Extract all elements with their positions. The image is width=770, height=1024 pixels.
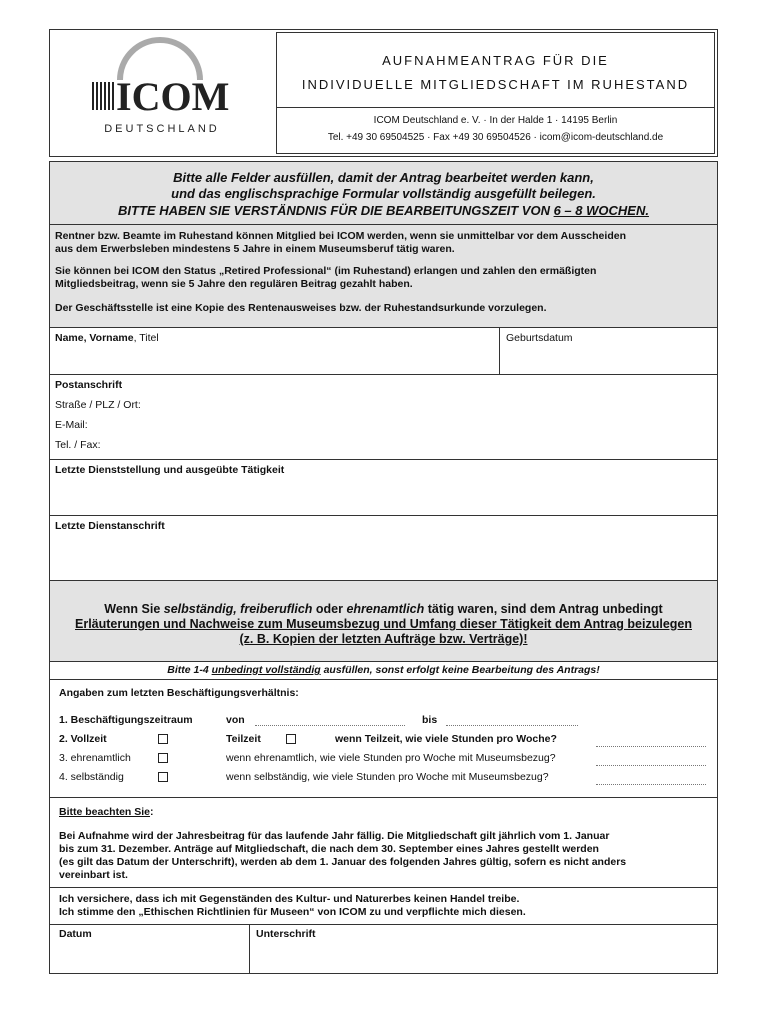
note-line4: vereinbart ist. bbox=[59, 869, 128, 881]
signature-row bbox=[50, 924, 717, 974]
last-position-field[interactable] bbox=[50, 459, 717, 515]
selfemployed-hours-question: wenn selbständig, wie viele Stunden pro Woche mit Museumsbezug? bbox=[226, 771, 549, 783]
contact-line: Tel. +49 30 69504525 · Fax +49 30 69504526 · icom@icom-deutschland.de bbox=[327, 132, 664, 143]
intro-section bbox=[50, 162, 717, 327]
status-text-line2: Mitgliedsbeitrag, wenn sie 5 Jahre den regulären Beitrag gezahlt haben. bbox=[55, 278, 413, 290]
notice-text: Wenn Sie bbox=[104, 602, 164, 616]
selfemployed-hours-field[interactable] bbox=[596, 784, 706, 785]
icom-logo bbox=[50, 30, 276, 156]
notice-emphasis: ehrenamtlich bbox=[346, 602, 425, 616]
selfemployed-checkbox[interactable] bbox=[158, 772, 168, 782]
volunteer-hours-question: wenn ehrenamtlich, wie viele Stunden pro Woche mit Museumsbezug? bbox=[226, 752, 556, 764]
last-address-field[interactable] bbox=[50, 515, 717, 580]
note-heading-text: Bitte beachten Sie bbox=[59, 806, 151, 818]
email-field[interactable] bbox=[55, 419, 695, 433]
date-field[interactable] bbox=[50, 925, 250, 974]
title-box bbox=[276, 32, 715, 154]
note-line2: bis zum 31. Dezember. Anträge auf Mitgliedschaft, die nach dem 30. September eines Jahres gestellt werden bbox=[59, 843, 599, 855]
fulltime-checkbox[interactable] bbox=[158, 734, 168, 744]
name-row bbox=[50, 327, 717, 374]
application-form bbox=[49, 161, 718, 974]
processing-time-notice bbox=[50, 203, 717, 218]
birthdate-label: Geburtsdatum bbox=[506, 332, 573, 344]
note-heading-colon: : bbox=[150, 806, 154, 818]
declaration-line1: Ich versichere, dass ich mit Gegenständen des Kultur- und Naturerbes keinen Handel treibe. bbox=[59, 893, 520, 905]
instruction-text: ausfüllen, sonst erfolgt keine Bearbeitung des Antrags! bbox=[320, 664, 600, 676]
divider bbox=[50, 679, 717, 680]
postal-address-section bbox=[50, 374, 717, 459]
last-position-label: Letzte Dienststellung und ausgeübte Tätigkeit bbox=[55, 464, 285, 476]
volunteer-hours-field[interactable] bbox=[596, 765, 706, 766]
notice-emphasis: selbständig, freiberuflich bbox=[163, 602, 313, 616]
signature-label: Unterschrift bbox=[256, 928, 316, 940]
to-label: bis bbox=[422, 714, 438, 726]
instruction-text: Bitte 1-4 bbox=[167, 664, 212, 676]
tel-fax-label: Tel. / Fax: bbox=[55, 439, 101, 451]
parttime-hours-question: wenn Teilzeit, wie viele Stunden pro Woche? bbox=[335, 733, 557, 745]
date-label: Datum bbox=[59, 928, 92, 940]
form-header bbox=[49, 29, 718, 157]
membership-note bbox=[50, 797, 717, 887]
self-employed-notice bbox=[50, 580, 717, 661]
street-label: Straße / PLZ / Ort: bbox=[55, 399, 141, 411]
icom-logo-graphic bbox=[50, 30, 276, 156]
tel-fax-field[interactable] bbox=[55, 439, 695, 453]
employment-period-label: 1. Beschäftigungszeitraum bbox=[59, 714, 193, 726]
note-line1: Bei Aufnahme wird der Jahresbeitrag für das laufende Jahr fällig. Die Mitgliedschaft gilt jährlich vom 1. Januar bbox=[59, 830, 610, 842]
form-title-line2: INDIVIDUELLE MITGLIEDSCHAFT IM RUHESTAND bbox=[301, 77, 690, 92]
parttime-label: Teilzeit bbox=[226, 733, 261, 745]
processing-time-weeks: 6 – 8 WOCHEN. bbox=[553, 203, 649, 218]
instruction-emphasis: unbedingt vollständig bbox=[211, 664, 321, 676]
processing-time-text: BITTE HABEN SIE VERSTÄNDNIS FÜR DIE BEARBEITUNGSZEIT VON bbox=[118, 203, 554, 218]
address-line: ICOM Deutschland e. V. · In der Halde 1 · 14195 Berlin bbox=[373, 115, 618, 126]
employment-section bbox=[50, 661, 717, 797]
declaration-line2: Ich stimme den „Ethischen Richtlinien für Museen“ von ICOM zu und verpflichte mich diesen. bbox=[59, 906, 526, 918]
parttime-hours-field[interactable] bbox=[596, 746, 706, 747]
form-title-line1: AUFNAHMEANTRAG FÜR DIE bbox=[382, 53, 609, 68]
note-line3: (es gilt das Datum der Unterschrift), werden ab dem 1. Januar des folgenden Jahres gültig, sofern es nicht anders bbox=[59, 856, 627, 868]
divider bbox=[277, 107, 714, 108]
eligibility-text-line1: Rentner bzw. Beamte im Ruhestand können Mitglied bei ICOM werden, wenn sie unmittelbar vor dem Ausscheiden bbox=[55, 230, 626, 242]
intro-line2: und das englischsprachige Formular vollständig ausgefüllt beilegen. bbox=[171, 186, 596, 201]
from-label: von bbox=[226, 714, 245, 726]
eligibility-text-line2: aus dem Erwerbsleben mindestens 5 Jahre in einem Museumsberuf tätig waren. bbox=[55, 243, 455, 255]
street-field[interactable] bbox=[55, 399, 695, 413]
postal-label: Postanschrift bbox=[55, 379, 123, 391]
fulltime-label: 2. Vollzeit bbox=[59, 733, 107, 745]
from-date-field[interactable] bbox=[255, 725, 405, 726]
note-heading bbox=[59, 806, 154, 819]
signature-field[interactable] bbox=[250, 925, 717, 974]
status-text-line1: Sie können bei ICOM den Status „Retired Professional“ (im Ruhestand) erlangen und zahlen den ermäßigten bbox=[55, 265, 597, 277]
volunteer-checkbox[interactable] bbox=[158, 753, 168, 763]
declaration-section bbox=[50, 887, 717, 924]
notice-line2: Erläuterungen und Nachweise zum Museumsbezug und Umfang dieser Tätigkeit dem Antrag beizulegen bbox=[75, 617, 692, 631]
name-label-rest: , Titel bbox=[133, 332, 159, 344]
name-field[interactable] bbox=[50, 328, 500, 374]
name-label bbox=[55, 332, 159, 345]
parttime-checkbox[interactable] bbox=[286, 734, 296, 744]
notice-text: tätig waren, sind dem Antrag unbedingt bbox=[424, 602, 663, 616]
to-date-field[interactable] bbox=[446, 725, 578, 726]
document-requirement: Der Geschäftsstelle ist eine Kopie des Rentenausweises bzw. der Ruhestandsurkunde vorzulegen. bbox=[55, 302, 547, 314]
notice-line3: (z. B. Kopien der letzten Aufträge bzw. Verträge)! bbox=[239, 632, 528, 646]
employment-instruction bbox=[50, 664, 717, 677]
logo-wordmark: ICOM bbox=[116, 74, 230, 119]
intro-line1: Bitte alle Felder ausfüllen, damit der Antrag bearbeitet werden kann, bbox=[173, 170, 594, 185]
birthdate-field[interactable] bbox=[500, 328, 717, 374]
volunteer-label: 3. ehrenamtlich bbox=[59, 752, 131, 764]
employment-heading: Angaben zum letzten Beschäftigungsverhältnis: bbox=[59, 687, 299, 699]
logo-subtitle: DEUTSCHLAND bbox=[104, 123, 220, 135]
name-label-bold: Name, Vorname bbox=[55, 332, 134, 344]
divider bbox=[50, 224, 717, 225]
notice-line1 bbox=[50, 602, 717, 616]
selfemployed-label: 4. selbständig bbox=[59, 771, 124, 783]
email-label: E-Mail: bbox=[55, 419, 88, 431]
last-address-label: Letzte Dienstanschrift bbox=[55, 520, 165, 532]
notice-text: oder bbox=[312, 602, 347, 616]
